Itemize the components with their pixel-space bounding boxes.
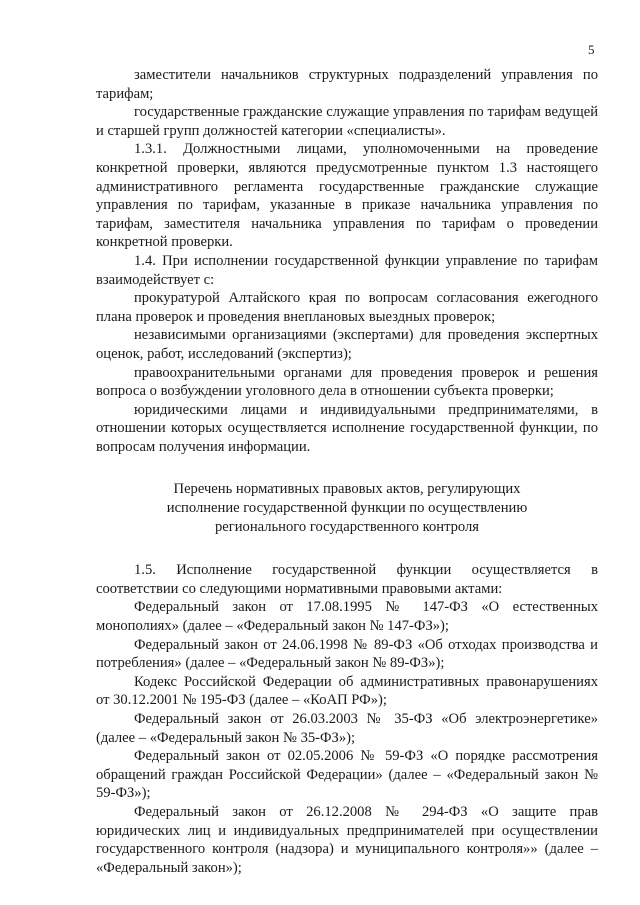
heading-line: регионального государственного контроля — [214, 518, 480, 535]
heading-line: исполнение государственной функции по осуществлению — [166, 500, 528, 517]
page-number: 5 — [588, 42, 595, 57]
paragraph: Федеральный закон от 24.06.1998 № 89-ФЗ «Об отходах производства и потребления» (далее – «Федеральный закон № 89-ФЗ»); — [96, 636, 598, 672]
paragraph: заместители начальников структурных подразделений управления по тарифам; — [96, 67, 598, 102]
section-heading — [96, 480, 598, 536]
paragraph: Федеральный закон от 26.03.2003 № 35-ФЗ «Об электроэнергетике» (далее – «Федеральный закон № 35-ФЗ»); — [96, 711, 598, 746]
paragraph: Федеральный закон от 17.08.1995 № 147-ФЗ «О естественных монополиях» (далее – «Федеральный закон № 147-ФЗ»); — [96, 599, 598, 635]
paragraph: Федеральный закон от 26.12.2008 № 294-ФЗ «О защите прав юридических лиц и индивидуальных предпринимателей при осуществлении государственного контроля (надзора) и муниципального контроля»» (далее – «Федеральный закон»); — [96, 803, 598, 876]
body-bottom — [96, 561, 598, 877]
heading-line: Перечень нормативных правовых актов, регулирующих — [173, 481, 521, 498]
paragraph: прокуратурой Алтайского края по вопросам согласования ежегодного плана проверок и проведения внеплановых выездных проверок; — [96, 290, 598, 325]
paragraph: государственные гражданские служащие управления по тарифам ведущей и старшей групп должностей категории «специалисты». — [96, 104, 598, 139]
paragraph: Кодекс Российской Федерации об административных правонарушениях от 30.12.2001 № 195-ФЗ (далее – «КоАП РФ»); — [96, 673, 598, 709]
paragraph: 1.5. Исполнение государственной функции осуществляется в соответствии со следующими нормативными правовыми актами: — [96, 562, 598, 597]
paragraph: Федеральный закон от 02.05.2006 № 59-ФЗ «О порядке рассмотрения обращений граждан Российской Федерации» (далее – «Федеральный закон № 59-ФЗ»); — [96, 748, 598, 802]
paragraph: правоохранительными органами для проведения проверок и решения вопроса о возбуждении уголовного дела в отношении субъекта проверки; — [96, 364, 598, 400]
paragraph: 1.4. При исполнении государственной функции управление по тарифам взаимодействует с: — [96, 252, 598, 288]
body-top — [96, 66, 598, 456]
paragraph: независимыми организациями (экспертами) для проведения экспертных оценок, работ, исследований (экспертиз); — [96, 327, 598, 362]
paragraph: юридическими лицами и индивидуальными предпринимателями, в отношении которых осуществляется исполнение государственной функции, по вопросам получения информации. — [96, 401, 598, 455]
paragraph: 1.3.1. Должностными лицами, уполномоченными на проведение конкретной проверки, являются предусмотренные пунктом 1.3 настоящего административного регламента государственные гражданские служащие управления по тарифам, указанные в приказе начальника управления по тарифам, заместителя начальника управления по тарифам о проведении конкретной проверки. — [96, 141, 598, 251]
